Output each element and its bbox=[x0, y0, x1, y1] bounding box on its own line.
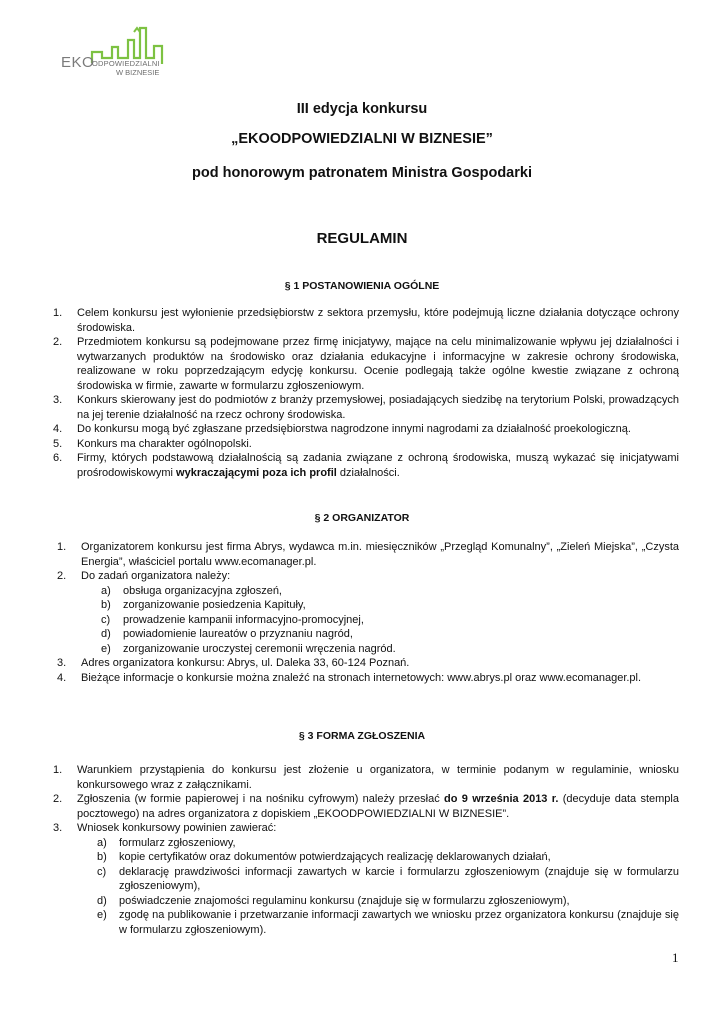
list-item: 3. Konkurs skierowany jest do podmiotów z branży przemysłowej, posiadających siedzibę na terytorium Polski, prowadzących na jej terenie działalność na rzecz ochrony środowiska. bbox=[53, 394, 679, 421]
page-number: 1 bbox=[672, 950, 679, 965]
contest-name: „EKOODPOWIEDZIALNI W BIZNESIE” bbox=[231, 131, 493, 147]
sub-list-item: c) prowadzenie kampanii informacyjno-promocyjnej, bbox=[101, 613, 364, 626]
ekoodpowiedzialni-logo bbox=[58, 18, 170, 78]
sub-list-item: a) formularz zgłoszeniowy, bbox=[97, 836, 236, 849]
deadline-text: do 9 września 2013 r. bbox=[444, 793, 559, 805]
list-item: 5. Konkurs ma charakter ogólnopolski. bbox=[53, 437, 252, 450]
section-3-heading: § 3 FORMA ZGŁOSZENIA bbox=[298, 730, 426, 742]
list-item: 2. Do zadań organizatora należy: bbox=[57, 570, 231, 582]
sub-list-item: a) obsługa organizacyjna zgłoszeń, bbox=[101, 584, 282, 597]
logo-odpowiedzialni-text: ODPOWIEDZIALNI bbox=[92, 59, 160, 68]
emphasis-text: wykraczającymi poza ich profil bbox=[176, 466, 337, 479]
list-item: 1. Organizatorem konkursu jest firma Abrys, wydawca m.in. miesięczników „Przegląd Komunalny”, „Zieleń Miejska”, „Czysta Energia”, właściciel portalu www.ecomanager.pl. bbox=[57, 541, 679, 568]
section-1-heading: § 1 POSTANOWIENIA OGÓLNE bbox=[284, 280, 440, 292]
list-item: 3. Wniosek konkursowy powinien zawierać: bbox=[53, 822, 277, 834]
patronage-line: pod honorowym patronatem Ministra Gospodarki bbox=[192, 165, 532, 181]
list-item: 2. Przedmiotem konkursu są podejmowane przez firmę inicjatywy, mające na celu minimalizowanie wpływu jej działalności i wytwarzanych produktów na środowisko oraz działania edukacyjne i informacyjne w zakresie ochrony środowiska, realizowane w roku poprzedzającym edycję konkursu. Ocenie podlegają także ogólne kwestie związane z ochroną środowiska w firmie, zawarte w formularzu zgłoszeniowym. bbox=[53, 336, 679, 392]
list-item: 4. Bieżące informacje o konkursie można znaleźć na stronach internetowych: www.abrys.pl oraz www.ecomanager.pl. bbox=[57, 671, 642, 684]
list-item: 3. Adres organizatora konkursu: Abrys, ul. Daleka 33, 60-124 Poznań. bbox=[57, 657, 410, 669]
list-item: 4. Do konkursu mogą być zgłaszane przedsiębiorstwa nagrodzone innymi nagrodami za działalność proekologiczną. bbox=[53, 423, 631, 435]
list-item: 1. Celem konkursu jest wyłonienie przedsiębiorstw z sektora przemysłu, które podejmują liczne działania dotyczące ochrony środowiska. bbox=[53, 307, 679, 334]
section-2-list bbox=[57, 540, 679, 685]
list-item: 6. Firmy, których podstawową działalnością są zadania związane z ochroną środowiska, muszą wykazać się inicjatywami prośrodowiskowymi wykraczającymi poza ich profil działalności. bbox=[53, 452, 679, 479]
logo-w-biznesie-text: W BIZNESIE bbox=[116, 68, 160, 77]
list-item: 2. Zgłoszenia (w formie papierowej i na nośniku cyfrowym) należy przesłać do 9 września 2013 r. (decyduje data stempla pocztowego) na adres organizatora z dopiskiem „EKOODPOWIEDZIALNI W BIZNESIE”. bbox=[53, 793, 679, 820]
edition-title: III edycja konkursu bbox=[296, 101, 428, 117]
sub-list-item: e) zorganizowanie uroczystej ceremonii wręczenia nagród. bbox=[101, 642, 396, 655]
sub-list-item: b) zorganizowanie posiedzenia Kapituły, bbox=[101, 599, 306, 611]
sub-list-item: e) zgodę na publikowanie i przetwarzanie informacji zawartych we wniosku przez organizatora konkursu (znajduje się w formularzu zgłoszeniowym). bbox=[97, 909, 679, 936]
sub-list-item: b) kopie certyfikatów oraz dokumentów potwierdzających realizację deklarowanych działań, bbox=[97, 851, 551, 863]
section-3-list bbox=[53, 763, 679, 937]
section-1-list bbox=[53, 306, 679, 480]
logo-eko-text: EKO bbox=[61, 54, 95, 71]
regulamin-heading: REGULAMIN bbox=[316, 230, 408, 247]
sub-list-item: d) powiadomienie laureatów o przyznaniu nagród, bbox=[101, 628, 353, 640]
list-item: 1. Warunkiem przystąpienia do konkursu jest złożenie u organizatora, w terminie podanym w regulaminie, wniosku konkursowego wraz z załącznikami. bbox=[53, 764, 679, 791]
sub-list-item: c) deklarację prawdziwości informacji zawartych w karcie i formularzu zgłoszeniowym (znajduje się w formularzu zgłoszeniowym), bbox=[97, 865, 679, 892]
section-2-heading: § 2 ORGANIZATOR bbox=[314, 512, 410, 524]
sub-list-item: d) poświadczenie znajomości regulaminu konkursu (znajduje się w formularzu zgłoszeniowym), bbox=[97, 894, 570, 907]
